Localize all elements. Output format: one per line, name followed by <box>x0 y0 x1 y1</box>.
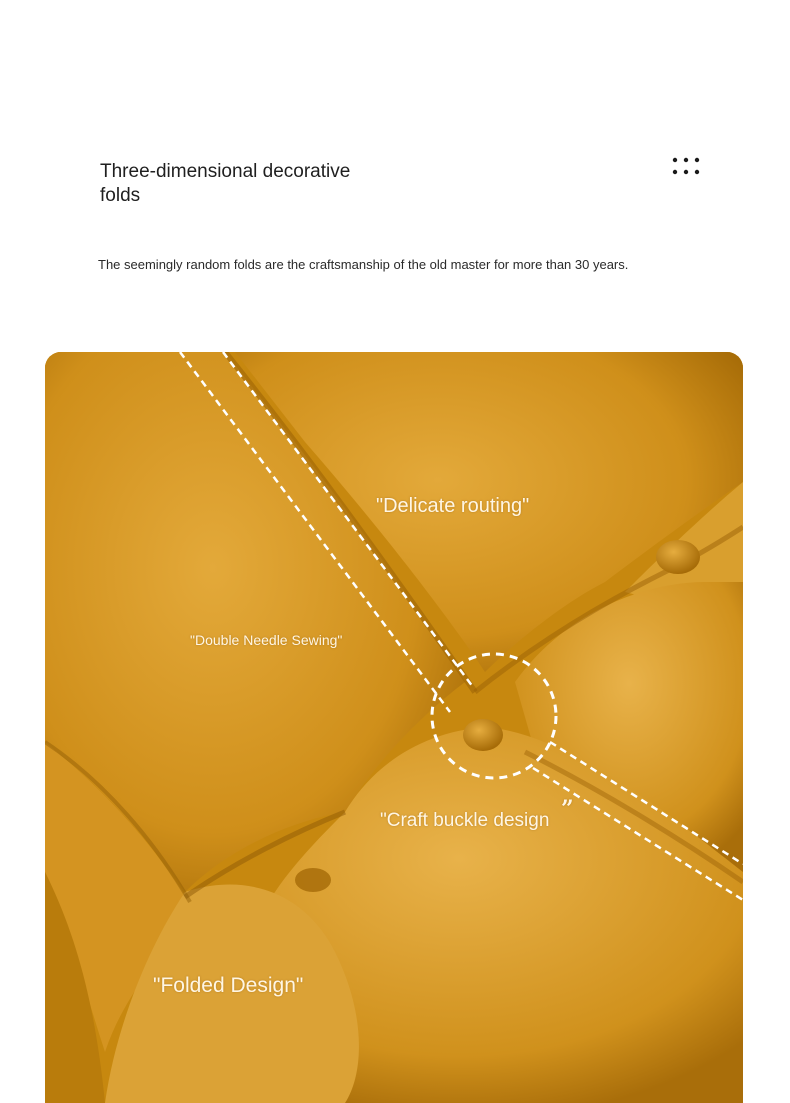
section-description: The seemingly random folds are the craftsmanship of the old master for more than 30 years. <box>98 257 629 272</box>
center-button-tuft <box>463 719 503 751</box>
annotation-craft-buckle-quote: ” <box>561 796 574 822</box>
annotation-double-needle: "Double Needle Sewing" <box>190 632 343 648</box>
section-title: Three-dimensional decorative folds <box>100 161 351 206</box>
product-photo <box>45 352 743 1103</box>
annotation-delicate-routing: "Delicate routing" <box>376 495 530 517</box>
annotation-folded-design: "Folded Design" <box>153 974 304 997</box>
fabric-illustration <box>45 352 743 1103</box>
annotation-craft-buckle: "Craft buckle design <box>380 810 550 831</box>
upper-button-tuft <box>656 540 700 574</box>
dots-grid-icon[interactable] <box>672 157 702 177</box>
